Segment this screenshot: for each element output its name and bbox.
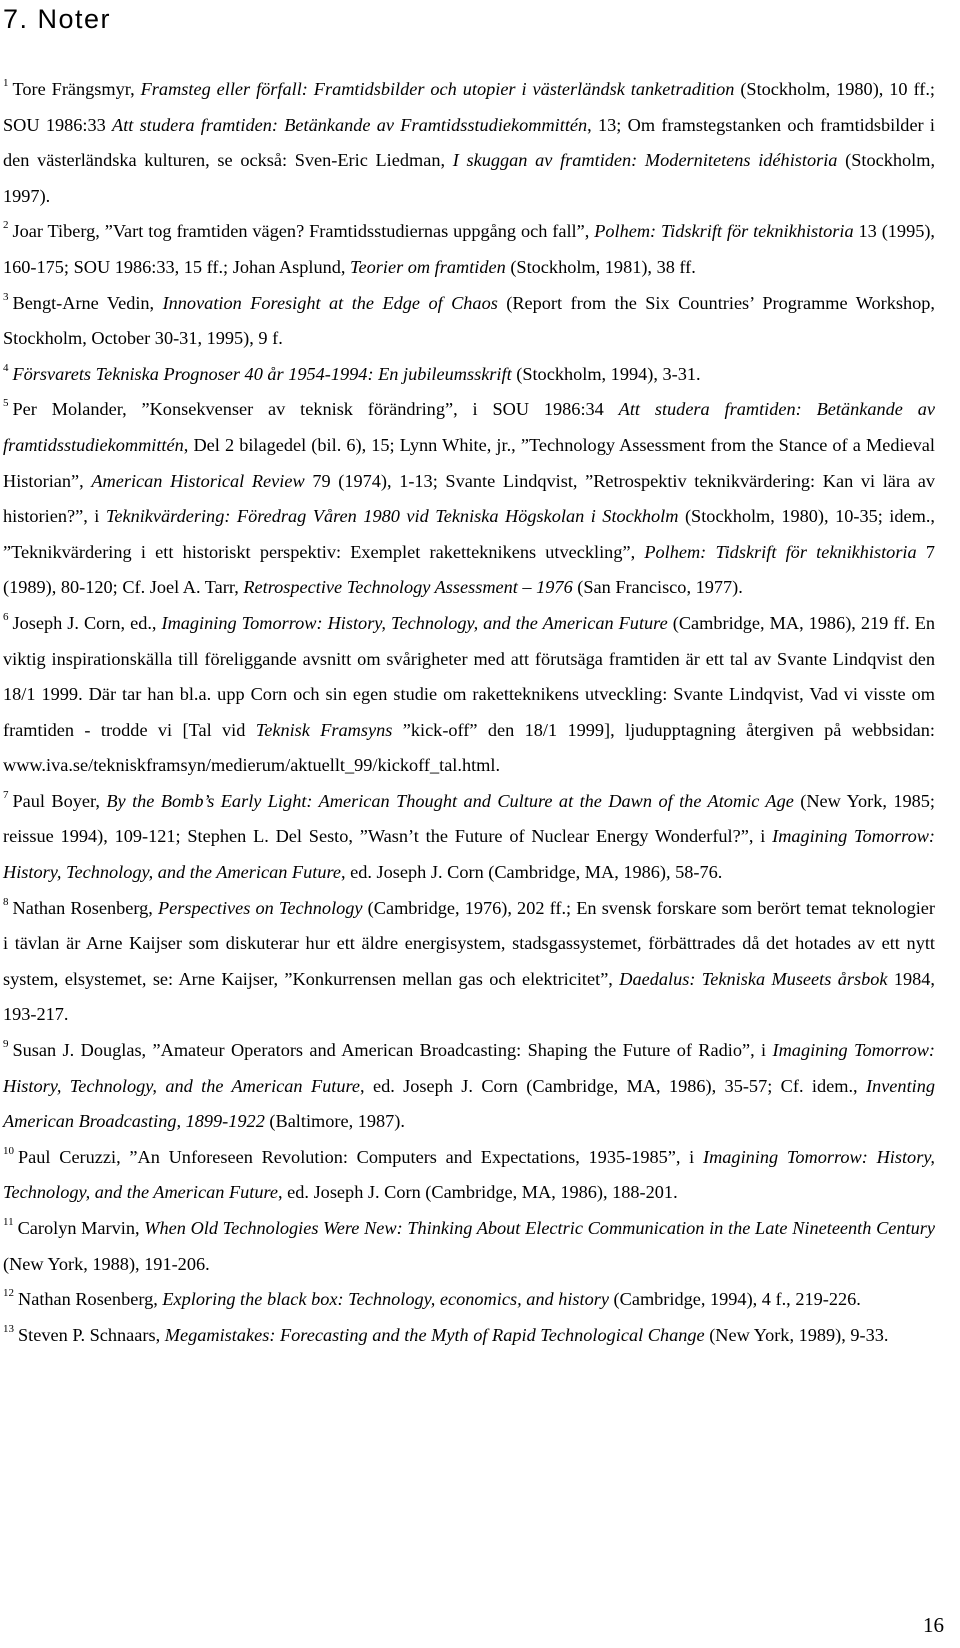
footnote-number: 9 [3, 1038, 9, 1051]
notes-list [3, 72, 935, 1353]
italic-title: Att studera framtiden: Betänkande av framtidsstudiekommittén [3, 399, 935, 455]
document-page [3, 0, 935, 1353]
footnote-text: , Del 2 bilagedel (bil. 6), 15; Lynn White, jr., ”Technology Assessment from the Stance of a Medieval Historian”, [3, 434, 935, 491]
footnote-text: Tore Frängsmyr, [12, 79, 141, 99]
footnote-10 [3, 1140, 935, 1211]
page-title: 7. Noter [3, 4, 112, 34]
italic-title: Inventing American Broadcasting, 1899-1922 [3, 1075, 936, 1132]
footnote-text: 13 (1995), 160-175; SOU 1986:33, 15 ff.; Johan Asplund, [3, 221, 936, 277]
footnote-5 [3, 392, 935, 606]
italic-title: Framsteg eller förfall: Framtidsbilder och utopier i västerländsk tanketradition [140, 79, 735, 99]
italic-title: Daedalus: Tekniska Museets årsbok [619, 968, 888, 989]
footnote-4 [3, 357, 935, 393]
footnote-text: Joseph J. Corn, ed., [12, 612, 162, 633]
footnote-text: Nathan Rosenberg, [12, 897, 158, 918]
italic-title: Exploring the black box: Technology, economics, and history [162, 1289, 609, 1310]
footnote-6 [3, 606, 935, 784]
footnote-13 [3, 1318, 935, 1354]
footnote-number: 6 [3, 610, 9, 623]
footnote-number: 5 [3, 397, 9, 410]
footnote-text: (Stockholm, 1994), 3-31. [511, 363, 701, 384]
footnote-text: (Stockholm, 1980), 10 ff.; SOU 1986:33 [3, 79, 935, 135]
footnote-text: ”kick-off” den 18/1 1999], ljudupptagning återgiven på webbsidan: www.iva.se/tekniskframsyn/medierum/aktuellt_99/kickoff_tal.html. [3, 719, 936, 776]
italic-title: American Historical Review [91, 470, 305, 491]
footnote-text: (Report from the Six Countries’ Programme Workshop, Stockholm, October 30-31, 1995), 9 f. [3, 292, 935, 349]
italic-title: Imagining Tomorrow: History, Technology, and the American Future [3, 1146, 935, 1203]
footnote-1 [3, 72, 935, 214]
footnote-text: Paul Ceruzzi, ”An Unforeseen Revolution: Computers and Expectations, 1935-1985”, i [18, 1146, 703, 1167]
footnote-text: Carolyn Marvin, [17, 1218, 145, 1238]
footnote-number: 13 [3, 1322, 14, 1335]
italic-title: Perspectives on Technology [158, 897, 363, 918]
footnote-text: Per Molander, ”Konsekvenser av teknisk förändring”, i SOU 1986:34 [12, 399, 619, 420]
footnote-11 [3, 1211, 935, 1282]
italic-title: I skuggan av framtiden: Modernitetens idéhistoria [452, 150, 838, 171]
footnote-text: Steven P. Schnaars, [18, 1324, 165, 1345]
italic-title: By the Bomb’s Early Light: American Thought and Culture at the Dawn of the Atomic Age [106, 790, 794, 811]
footnote-number: 2 [3, 219, 9, 232]
footnote-8 [3, 891, 935, 1033]
italic-title: Teorier om framtiden [350, 256, 506, 277]
footnote-number: 7 [3, 788, 9, 801]
italic-title: Imagining Tomorrow: History, Technology, and the American Future [3, 1040, 935, 1096]
footnote-text: Nathan Rosenberg, [18, 1289, 163, 1310]
italic-title: Teknikvärdering: Föredrag Våren 1980 vid Tekniska Högskolan i Stockholm [105, 506, 679, 527]
italic-title: Innovation Foresight at the Edge of Chaos [162, 292, 498, 313]
footnote-text: (Cambridge, 1994), 4 f., 219-226. [608, 1289, 861, 1310]
footnote-7 [3, 784, 935, 891]
italic-title: Retrospective Technology Assessment – 1976 [243, 577, 573, 598]
footnote-text: Bengt-Arne Vedin, [12, 292, 163, 313]
footnote-number: 3 [3, 290, 9, 303]
footnote-text: (Cambridge, 1976), 202 ff.; En svensk forskare som berört temat teknologier i tävlan är Arne Kaijser som diskuterar hur ett äldre energisystem, stadsgassystemet, förbättrades då det hotades av ett nytt system, elsystemet, se: Arne Kaijser, ”Konkurrensen mellan gas och elektricitet”, [3, 897, 936, 989]
italic-title: When Old Technologies Were New: Thinking About Electric Communication in the Late Nineteenth Century [144, 1218, 935, 1238]
footnote-text: Paul Boyer, [12, 790, 107, 811]
footnote-number: 12 [3, 1287, 14, 1300]
footnote-2 [3, 214, 935, 285]
page-number: 16 [923, 1613, 944, 1637]
footnote-12 [3, 1282, 935, 1318]
footnote-text: (New York, 1989), 9-33. [704, 1324, 889, 1345]
footnote-text: (New York, 1988), 191-206. [3, 1253, 210, 1274]
footnote-text: , 13; Om framstegstanken och framtidsbilder i den västerländska kulturen, se också: Sven-Eric Liedman, [3, 114, 935, 171]
footnote-text: (San Francisco, 1977). [572, 577, 743, 598]
footnote-text: , ed. Joseph J. Corn (Cambridge, MA, 1986), 35-57; Cf. idem., [360, 1075, 866, 1096]
italic-title: Att studera framtiden: Betänkande av Framtidsstudiekommittén [112, 114, 588, 135]
italic-title: Imagining Tomorrow: History, Technology, and the American Future [161, 612, 668, 633]
footnote-text: 1984, 193-217. [3, 968, 935, 1025]
footnote-number: 4 [3, 361, 9, 374]
footnote-text: Susan J. Douglas, ”Amateur Operators and American Broadcasting: Shaping the Future of Radio”, i [12, 1040, 773, 1061]
footnote-3 [3, 286, 935, 357]
footnote-number: 11 [3, 1216, 14, 1228]
italic-title: Försvarets Tekniska Prognoser 40 år 1954-1994: En jubileumsskrift [12, 363, 512, 384]
footnote-text: 79 (1974), 1-13; Svante Lindqvist, ”Retrospektiv teknikvärdering: Kan vi lära av historien?”, i [3, 470, 936, 527]
footnote-number: 10 [3, 1144, 14, 1157]
footnote-number: 8 [3, 895, 9, 908]
footnote-number: 1 [3, 77, 9, 89]
footnote-text: (New York, 1985; reissue 1994), 109-121; Stephen L. Del Sesto, ”Wasn’t the Future of Nuclear Energy Wonderful?”, i [3, 790, 935, 847]
footnote-text: (Baltimore, 1987). [264, 1111, 405, 1132]
italic-title: Imagining Tomorrow: History, Technology, and the American Future [3, 826, 935, 883]
footnote-text: (Stockholm, 1997). [3, 150, 936, 206]
footnote-text: , ed. Joseph J. Corn (Cambridge, MA, 1986), 188-201. [278, 1182, 678, 1203]
footnote-9 [3, 1033, 935, 1140]
italic-title: Megamistakes: Forecasting and the Myth of Rapid Technological Change [164, 1324, 705, 1345]
footnote-text: (Cambridge, MA, 1986), 219 ff. En viktig inspirationskälla till föreliggande avsnitt om svårigheter med att förutsäga framtiden är ett tal av Svante Lindqvist den 18/1 1999. Där tar han bl.a. upp Corn och sin egen studie om raketteknikens utveckling: Svante Lindqvist, Vad vi visste om framtiden - trodde vi [Tal vid [3, 612, 936, 740]
footnote-text: , ed. Joseph J. Corn (Cambridge, MA, 1986), 58-76. [341, 862, 723, 883]
italic-title: Polhem: Tidskrift för teknikhistoria [644, 541, 917, 562]
footnote-text: (Stockholm, 1980), 10-35; idem., ”Teknikvärdering i ett historiskt perspektiv: Exemplet raketteknikens utveckling”, [3, 506, 935, 562]
italic-title: Polhem: Tidskrift för teknikhistoria [594, 221, 854, 242]
footnote-text: (Stockholm, 1981), 38 ff. [505, 256, 696, 277]
footnote-text: Joar Tiberg, ”Vart tog framtiden vägen? Framtidsstudiernas uppgång och fall”, [12, 221, 595, 242]
italic-title: Teknisk Framsyns [255, 719, 393, 740]
footnote-text: 7 (1989), 80-120; Cf. Joel A. Tarr, [3, 541, 935, 598]
